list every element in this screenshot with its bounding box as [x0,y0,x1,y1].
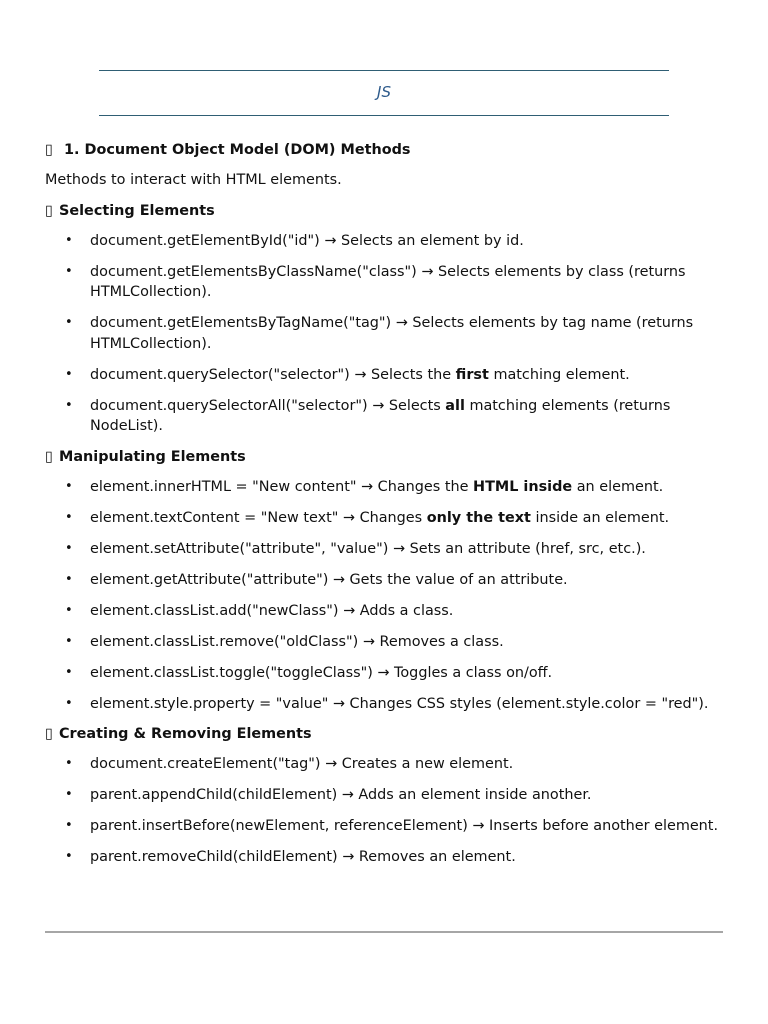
item-text: matching element. [488,366,630,383]
item-text: element.innerHTML = "New content" → Changes the [90,478,474,495]
item-text: element.setAttribute("attribute", "value") → Sets an attribute (href, src, etc.). [90,540,646,557]
method-groups [45,201,725,868]
item-text: parent.removeChild(childElement) → Removes an element. [90,849,516,865]
header-top-rule [99,70,669,71]
subheading-label: Creating & Removing Elements [59,726,312,742]
emoji-placeholder-icon: ▯ [45,448,53,465]
subheading [45,724,725,744]
bullet-icon: • [65,571,73,587]
bullet-icon: • [65,540,73,556]
subheading-label: Manipulating Elements [59,448,246,465]
list-item [45,754,725,775]
list-item [45,816,725,837]
bullet-icon: • [65,602,73,618]
list-item [45,539,725,560]
section-title: 1. Document Object Model (DOM) Methods [64,142,411,158]
section-heading [45,140,725,160]
list-item [45,365,725,386]
bullet-icon: • [65,664,73,680]
item-text: element.getAttribute("attribute") → Gets the value of an attribute. [90,571,568,588]
list-item [45,313,725,354]
item-text: an element. [572,478,664,495]
list-item [45,785,725,806]
item-text: element.textContent = "New text" → Changes [90,509,427,526]
list-item [45,847,725,868]
bullet-icon: • [65,633,73,649]
item-text: element.classList.add("newClass") → Adds a class. [90,602,454,619]
method-list [45,231,725,437]
list-item [45,396,725,437]
list-item [45,694,725,715]
item-text: document.querySelectorAll("selector") → Selects [90,397,446,414]
bullet-icon: • [65,849,73,864]
subheading [45,201,725,221]
item-text: element.classList.toggle("toggleClass") → Toggles a class on/off. [90,664,553,681]
bullet-icon: • [65,397,73,413]
method-list [45,477,725,715]
emphasis-text: HTML inside [473,478,573,495]
list-item [45,570,725,591]
emphasis-text: only the text [426,509,531,526]
emoji-placeholder-icon: ▯ [45,202,53,219]
item-text: document.getElementsByClassName("class") → Selects elements by class (returns HTMLCollection). [90,263,686,300]
bullet-icon: • [65,315,73,330]
emphasis-text: first [455,366,489,383]
item-text: document.getElementById("id") → Selects an element by id. [90,232,524,249]
list-item [45,477,725,498]
list-item [45,231,725,252]
bullet-icon: • [65,232,73,248]
emphasis-text: all [445,397,465,414]
emoji-placeholder-icon: ▯ [45,726,53,742]
bullet-icon: • [65,756,73,771]
bullet-icon: • [65,787,73,802]
item-text: parent.appendChild(childElement) → Adds an element inside another. [90,787,592,803]
bullet-icon: • [65,478,73,494]
page-header-title: JS [377,83,391,101]
section-end-rule [45,931,723,933]
section-intro: Methods to interact with HTML elements. [45,172,342,188]
list-item [45,632,725,653]
list-item [45,601,725,622]
document-body [45,140,725,878]
item-text: element.style.property = "value" → Changes CSS styles (element.style.color = "red"). [90,695,709,712]
list-item [45,262,725,303]
method-list [45,754,725,868]
subheading [45,447,725,467]
bullet-icon: • [65,366,73,382]
bullet-icon: • [65,818,73,833]
subheading-label: Selecting Elements [59,202,215,219]
bullet-icon: • [65,263,73,279]
item-text: document.getElementsByTagName("tag") → Selects elements by tag name (returns HTMLCollection). [90,315,694,352]
list-item [45,663,725,684]
header-bottom-rule [99,115,669,116]
item-text: document.querySelector("selector") → Selects the [90,366,456,383]
emoji-placeholder-icon: ▯ [45,142,53,158]
item-text: matching elements (returns NodeList). [90,397,671,434]
item-text: parent.insertBefore(newElement, referenceElement) → Inserts before another element. [90,818,719,834]
bullet-icon: • [65,695,73,711]
list-item [45,508,725,529]
item-text: element.classList.remove("oldClass") → Removes a class. [90,633,504,650]
bullet-icon: • [65,509,73,525]
item-text: inside an element. [530,509,670,526]
item-text: document.createElement("tag") → Creates a new element. [90,756,514,772]
